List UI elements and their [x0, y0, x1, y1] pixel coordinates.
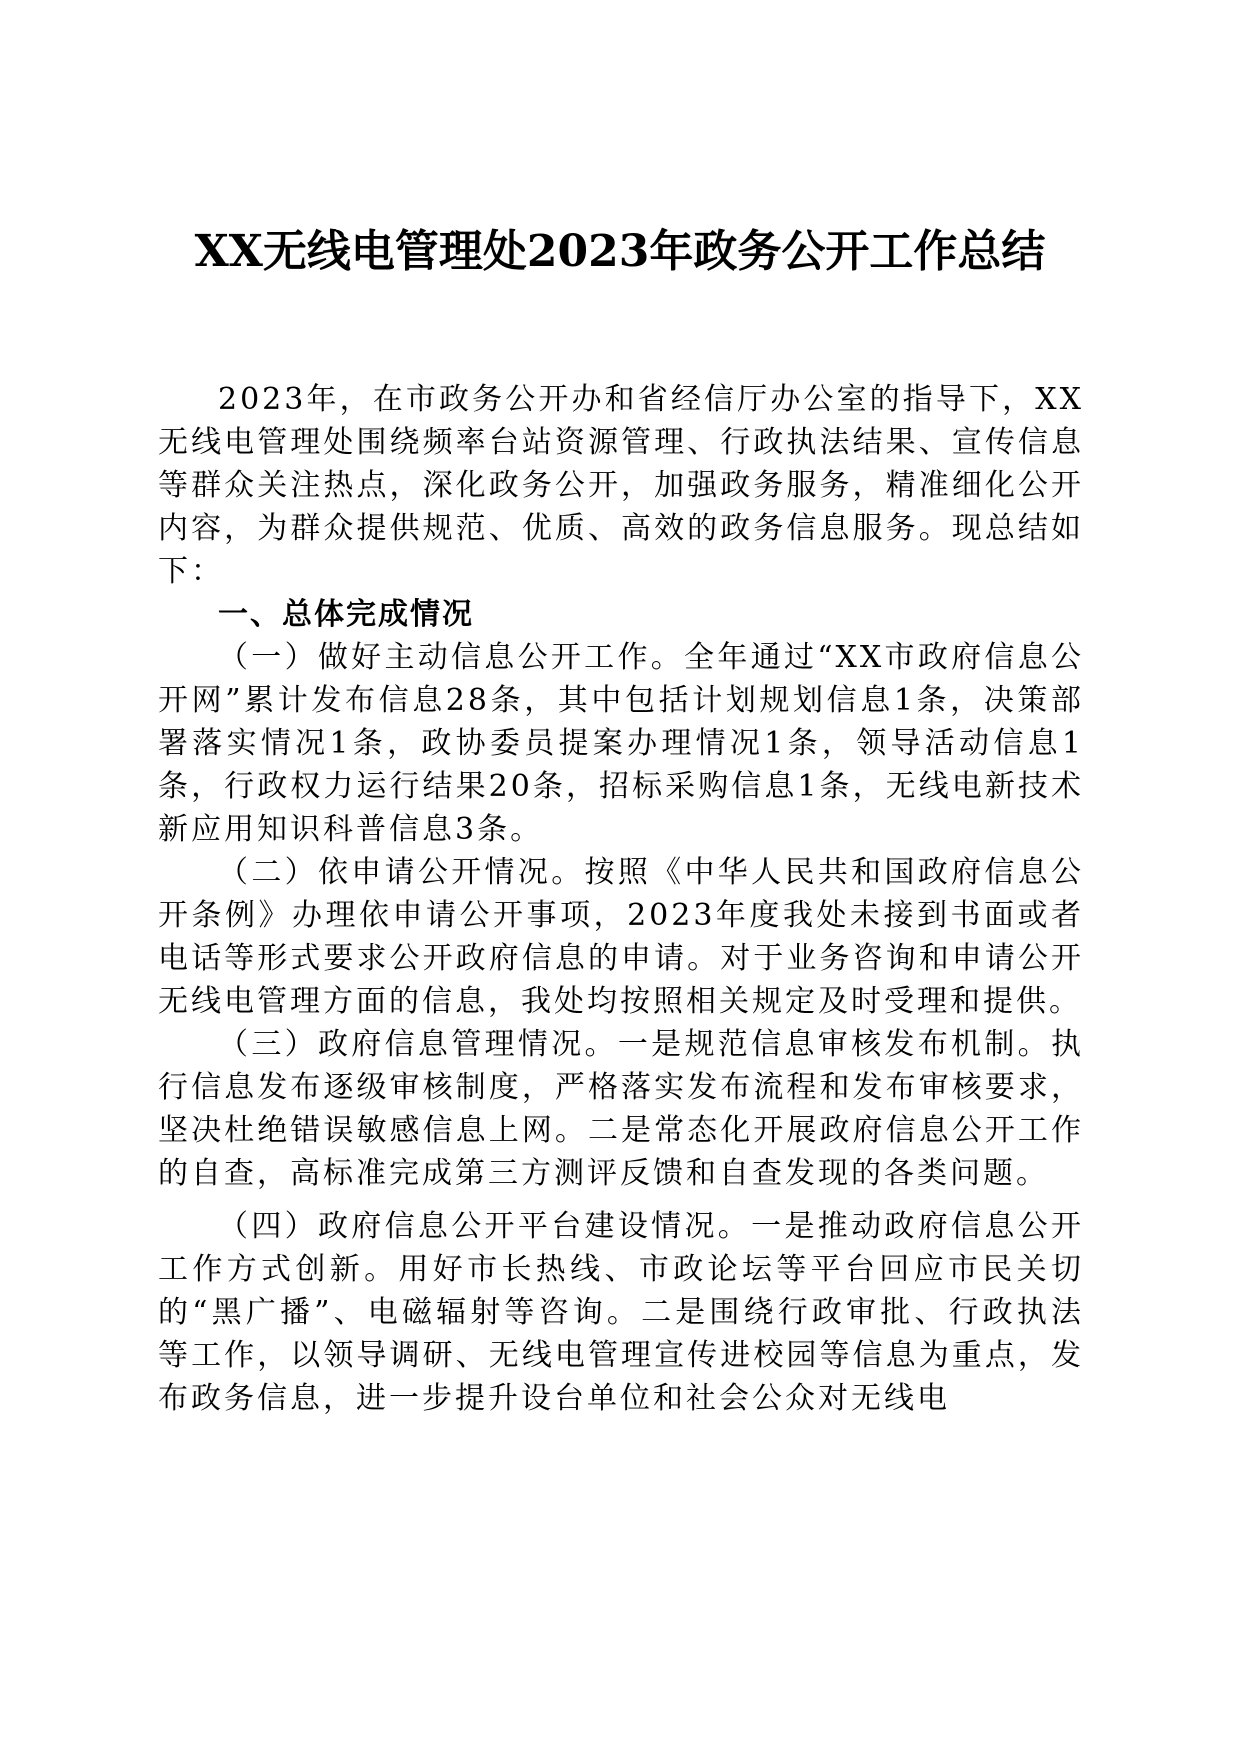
- item-lead-3: （三）政府信息管理情况。: [218, 1027, 618, 1062]
- intro-paragraph: 2023年，在市政务公开办和省经信厅办公室的指导下，XX无线电管理处围绕频率台站资源管理、行政执法结果、宣传信息等群众关注热点，深化政务公开，加强政务服务，精准细化公开内容，为群众提供规范、优质、高效的政务信息服务。现总结如下：: [158, 382, 1084, 589]
- item-text-2: 按照《中华人民共和国政府信息公开条例》办理依申请公开事项，2023年度我处未接到书面或者电话等形式要求公开政府信息的申请。对于业务咨询和申请公开无线电管理方面的信息，我处均按照相关规定及时受理和提供。: [158, 855, 1085, 1019]
- item-text-4: 一是推动政府信息公开工作方式创新。用好市长热线、市政论坛等平台回应市民关切的“黑广播”、电磁辐射等咨询。二是围绕行政审批、行政执法等工作，以领导调研、无线电管理宣传进校园等信息为重点，发布政务信息，进一步提升设台单位和社会公众对无线电: [158, 1209, 1085, 1416]
- section-heading-overall: 一、总体完成情况: [218, 597, 474, 632]
- item-text-3: 一是规范信息审核发布机制。执行信息发布逐级审核制度，严格落实发布流程和发布审核要求，坚决杜绝错误敏感信息上网。二是常态化开展政府信息公开工作的自查，高标准完成第三方测评反馈和自查发现的各类问题。: [158, 1027, 1085, 1191]
- item-lead-2: （二）依申请公开情况。: [218, 855, 585, 890]
- item-paragraph-1: [158, 636, 1084, 851]
- item-paragraph-4: [158, 1205, 1084, 1420]
- document-title: XX无线电管理处2023年政务公开工作总结: [194, 226, 1046, 277]
- item-text-1: 全年通过“XX市政府信息公开网”累计发布信息28条，其中包括计划规划信息1条，决策部署落实情况1条，政协委员提案办理情况1条，领导活动信息1条，行政权力运行结果20条，招标采购信息1条，无线电新技术新应用知识科普信息3条。: [158, 640, 1084, 847]
- item-paragraph-2: [158, 851, 1084, 1023]
- item-paragraph-3: [158, 1023, 1084, 1195]
- item-lead-1: （一）做好主动信息公开工作。: [218, 640, 685, 675]
- document-body: [158, 378, 1084, 1420]
- item-lead-4: （四）政府信息公开平台建设情况。: [218, 1209, 752, 1244]
